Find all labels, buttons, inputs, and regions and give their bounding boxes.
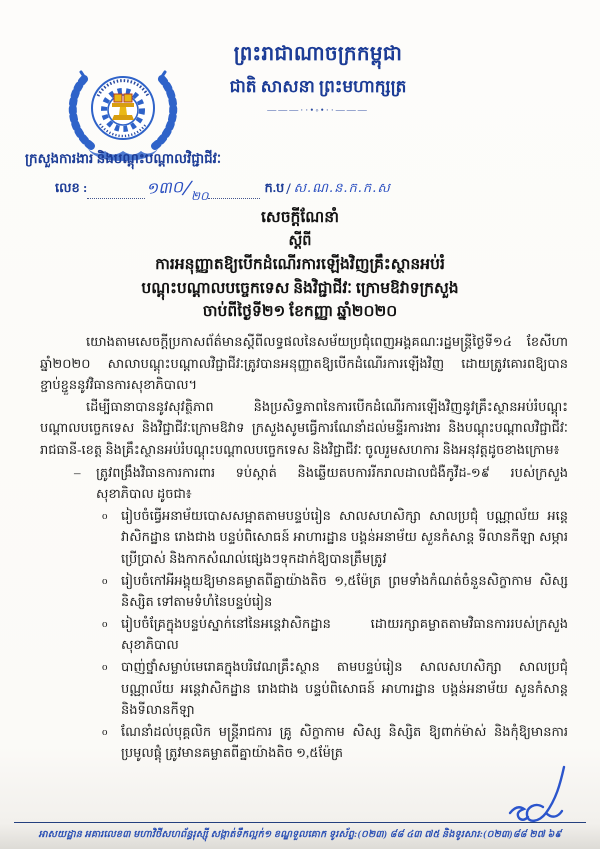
title-line-5: ចាប់ពីថ្ងៃទី២១ ខែកញ្ញា ឆ្នាំ២០២០ (202, 303, 398, 320)
ornament-divider: ———··•◦•··——— (267, 105, 369, 115)
national-motto: ជាតិ សាសនា ព្រះមហាក្សត្រ (229, 77, 407, 96)
handwritten-year: ២០ (190, 189, 209, 203)
paragraph-2: ដើម្បីធានាបាននូវសុវត្ថិភាព និងប្រសិទ្ធភាពនៃការបើកដំណើរការឡើងវិញនូវគ្រឹះស្ថានអប់រំបណ្តុះបណ្តាលបច្ចេកទេស និងវិជ្ជាជីវៈក្រោមឱវាទ ក្រសួងសូមធ្វើការណែនាំដល់មន្ទីរការងារ និងបណ្តុះបណ្តាលវិជ្ជាជីវៈរាជធានី-ខេត្ត និងគ្រឹះស្ថានអប់រំបណ្តុះបណ្តាលបច្ចេកទេស និងវិជ្ជាជីវៈ ចូលរួមសហការ និងអនុវត្តដូចខាងក្រោម៖ (40, 398, 568, 457)
circle-list-item (102, 613, 568, 656)
sub-item-4-text: បាញ់ថ្នាំសម្លាប់មេរោគក្នុងបរិវេណគ្រឹះស្ថាន តាមបន្ទប់រៀន សាលសហសិក្សា សាលប្រជុំ បណ្ណាល័យ អន្តេវាសិកដ្ឋាន រោងជាង បន្ទប់ពិសោធន៍ អាហារដ្ឋាន បង្គន់អនាម័យ សួនកំសាន្ត និងទីលានកីឡា (121, 658, 568, 718)
document-title (30, 206, 570, 324)
circle-bullet: o (102, 617, 108, 630)
title-line-1: សេចក្តីណែនាំ (261, 209, 339, 226)
reference-slash: / (286, 181, 291, 198)
circle-list-item (102, 721, 568, 764)
document-header (0, 38, 600, 168)
title-line-2: ស្តីពី (288, 232, 312, 249)
dotted-line (87, 184, 145, 199)
footer-address-text: អាសយដ្ឋាន អគារលេខ៣ មហាវិថីសហព័ន្ធរុស្ស៊ី សង្កាត់ទឹកល្អក់១ ខណ្ឌទួលគោក ទូរស័ព្ទ:(០២៣) ៨៨ ៤៣ ៧៥ និងទូរសារ:(០២៣)៨៨ ២៧ ៦៩ (38, 829, 562, 840)
ministry-block (25, 150, 445, 203)
handwritten-number: ១៣០ (145, 177, 184, 198)
header-text-block (168, 40, 468, 115)
title-line-3: ការអនុញ្ញាតឱ្យបើកដំណើរការឡើងវិញគ្រឹះស្ថានអប់រំ (155, 256, 445, 273)
circle-list-item (102, 505, 568, 570)
circle-bullet: o (102, 509, 108, 522)
reference-code: ក.ប (264, 180, 285, 195)
number-label: លេខ : (55, 180, 88, 195)
ministry-name: ក្រសួងការងារ និងបណ្តុះបណ្តាលវិជ្ជាជីវៈ (25, 151, 222, 166)
dash-bullet: – (74, 464, 81, 480)
handwritten-reference-suffix: ស.ណ.ន.ក.ក.ស (293, 181, 391, 196)
circle-bullet: o (102, 660, 108, 673)
dotted-line (208, 184, 260, 199)
dash-list-item (74, 462, 568, 505)
dash-item-text: ត្រូវពង្រឹងវិធានការការពារ ទប់ស្កាត់ និងឆ្លើយតបការរីករាលដាលជំងឺកូវីដ-១៩ របស់ក្រសួងសុខាភិបាល ដូចជា៖ (96, 464, 568, 502)
reference-number-row (55, 176, 445, 203)
title-line-4: បណ្តុះបណ្តាលបច្ចេកទេស និងវិជ្ជាជីវៈ ក្រោមឱវាទក្រសួង (141, 279, 459, 297)
circle-bullet: o (102, 725, 108, 738)
circle-list-item (102, 656, 568, 721)
sub-item-3-text: រៀបចំគ្រែក្នុងបន្ទប់ស្នាក់នៅនៃអន្តេវាសិកដ្ឋាន ដោយរក្សាគម្លាតតាមវិធានការរបស់ក្រសួងសុខាភិបាល (121, 615, 568, 653)
sub-item-2-text: រៀបចំកៅអីអង្គុយឱ្យមានគម្លាតពីគ្នាយ៉ាងតិច ១,៥ម៉ែត្រ ព្រមទាំងកំណត់ចំនួនសិក្ខាកាម សិស្ស និស្សិត ទៅតាមទំហំនៃបន្ទប់រៀន (121, 572, 568, 610)
paragraph-1: យោងតាមសេចក្តីប្រកាសព័ត៌មានស្តីពីលទ្ធផលនៃសម័យប្រជុំពេញអង្គគណៈរដ្ឋមន្ត្រីថ្ងៃទី១៤ ខែសីហា ឆ្នាំ២០២០ សាលាបណ្តុះបណ្តាលវិជ្ជាជីវៈត្រូវបានអនុញ្ញាតឱ្យបើកដំណើរការឡើងវិញ ដោយត្រូវគោរពឱ្យបានខ្ជាប់ខ្ជួននូវវិធានការសុខាភិបាល។ (40, 334, 568, 393)
circle-bullet: o (102, 574, 108, 587)
circle-list-item (102, 570, 568, 613)
sub-item-5-text: ណែនាំដល់បុគ្គលិក មន្ត្រីរាជការ គ្រូ សិក្ខាកាម សិស្ស និស្សិត ឱ្យពាក់ម៉ាស់ និងកុំឱ្យមានការប្រមូលផ្តុំ ត្រូវមានគម្លាតពីគ្នាយ៉ាងតិច ១,៥ម៉ែត្រ (121, 723, 568, 761)
sub-item-1-text: រៀបចំធ្វើអនាម័យបោសសម្អាតតាមបន្ទប់រៀន សាលសហសិក្សា សាលប្រជុំ បណ្ណាល័យ អន្តេវាសិកដ្ឋាន រោងជាង បន្ទប់ពិសោធន៍ អាហារដ្ឋាន បង្គន់អនាម័យ សួនកំសាន្ត ទីលានកីឡា សម្ភារប្រើប្រាស់ និងកាកសំណល់ផ្សេងៗទុកដាក់ឱ្យបានត្រឹមត្រូវ (121, 507, 568, 566)
footer-address-bar (14, 822, 586, 842)
kingdom-title: ព្រះរាជាណាចក្រកម្ពុជា (233, 43, 403, 65)
handwritten-slash: / (182, 176, 193, 200)
document-body (40, 331, 568, 764)
